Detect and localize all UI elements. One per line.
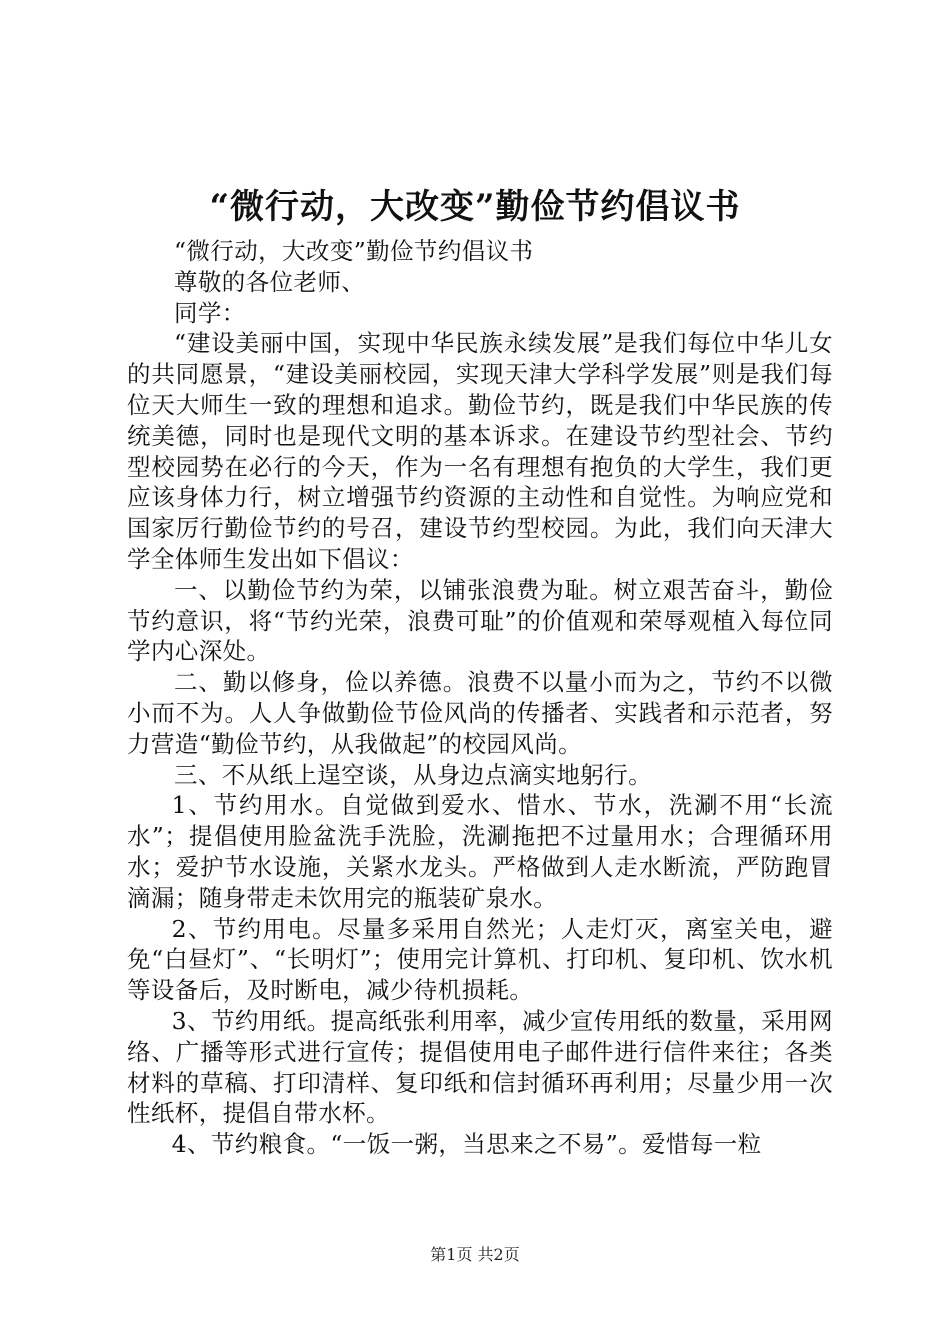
paragraph-proposal-2: 二、勤以修身，俭以养德。浪费不以量小而为之，节约不以微小而不为。人人争做勤俭节俭风尚的传播者、实践者和示范者，努力营造“勤俭节约，从我做起”的校园风尚。 bbox=[127, 668, 833, 758]
paragraph-heading-repeat: “微行动，大改变”勤俭节约倡议书 bbox=[174, 237, 534, 265]
paragraph-electricity: 2、节约用电。尽量多采用自然光；人走灯灭，离室关电，避免“白昼灯”、“长明灯”；使用完计算机、打印机、复印机、饮水机等设备后，及时断电，减少待机损耗。 bbox=[127, 914, 833, 1005]
document-body bbox=[127, 236, 833, 1160]
paragraph-intro: “建设美丽中国，实现中华民族永续发展”是我们每位中华儿女的共同愿景，“建设美丽校园，实现天津大学科学发展”则是我们每位天大师生一致的理想和追求。勤俭节约，既是我们中华民族的传统美德，同时也是现代文明的基本诉求。在建设节约型社会、节约型校园势在必行的今天，作为一名有理想有抱负的大学生，我们更应该身体力行，树立增强节约资源的主动性和自觉性。为响应党和国家厉行勤俭节约的号召，建设节约型校园。为此，我们向天津大学全体师生发出如下倡议： bbox=[127, 329, 833, 573]
paragraph-water: 1、节约用水。自觉做到爱水、惜水、节水，洗涮不用“长流水”；提倡使用脸盆洗手洗脸，洗涮拖把不过量用水；合理循环用水；爱护节水设施，关紧水龙头。严格做到人走水断流，严防跑冒滴漏；随身带走未饮用完的瓶装矿泉水。 bbox=[127, 791, 833, 912]
paragraph-salutation: 尊敬的各位老师、 bbox=[174, 267, 366, 296]
paragraph-food: 4、节约粮食。“一饭一粥，当思来之不易”。爱惜每一粒 bbox=[171, 1130, 762, 1159]
paragraph-salutation-cont: 同学： bbox=[174, 298, 246, 327]
paragraph-paper: 3、节约用纸。提高纸张利用率，减少宣传用纸的数量，采用网络、广播等形式进行宣传；提倡使用电子邮件进行信件来往；各类材料的草稿、打印清样、复印纸和信封循环再利用；尽量少用一次性纸杯，提倡自带水杯。 bbox=[127, 1006, 833, 1128]
page-number-footer: 第1页 共2页 bbox=[430, 1245, 520, 1264]
document-title: “微行动，大改变”勤俭节约倡议书 bbox=[209, 187, 741, 227]
paragraph-proposal-1: 一、以勤俭节约为荣，以铺张浪费为耻。树立艰苦奋斗，勤俭节约意识，将“节约光荣，浪费可耻”的价值观和荣辱观植入每位同学内心深处。 bbox=[127, 575, 833, 666]
paragraph-proposal-3: 三、不从纸上逞空谈，从身边点滴实地躬行。 bbox=[174, 760, 652, 789]
